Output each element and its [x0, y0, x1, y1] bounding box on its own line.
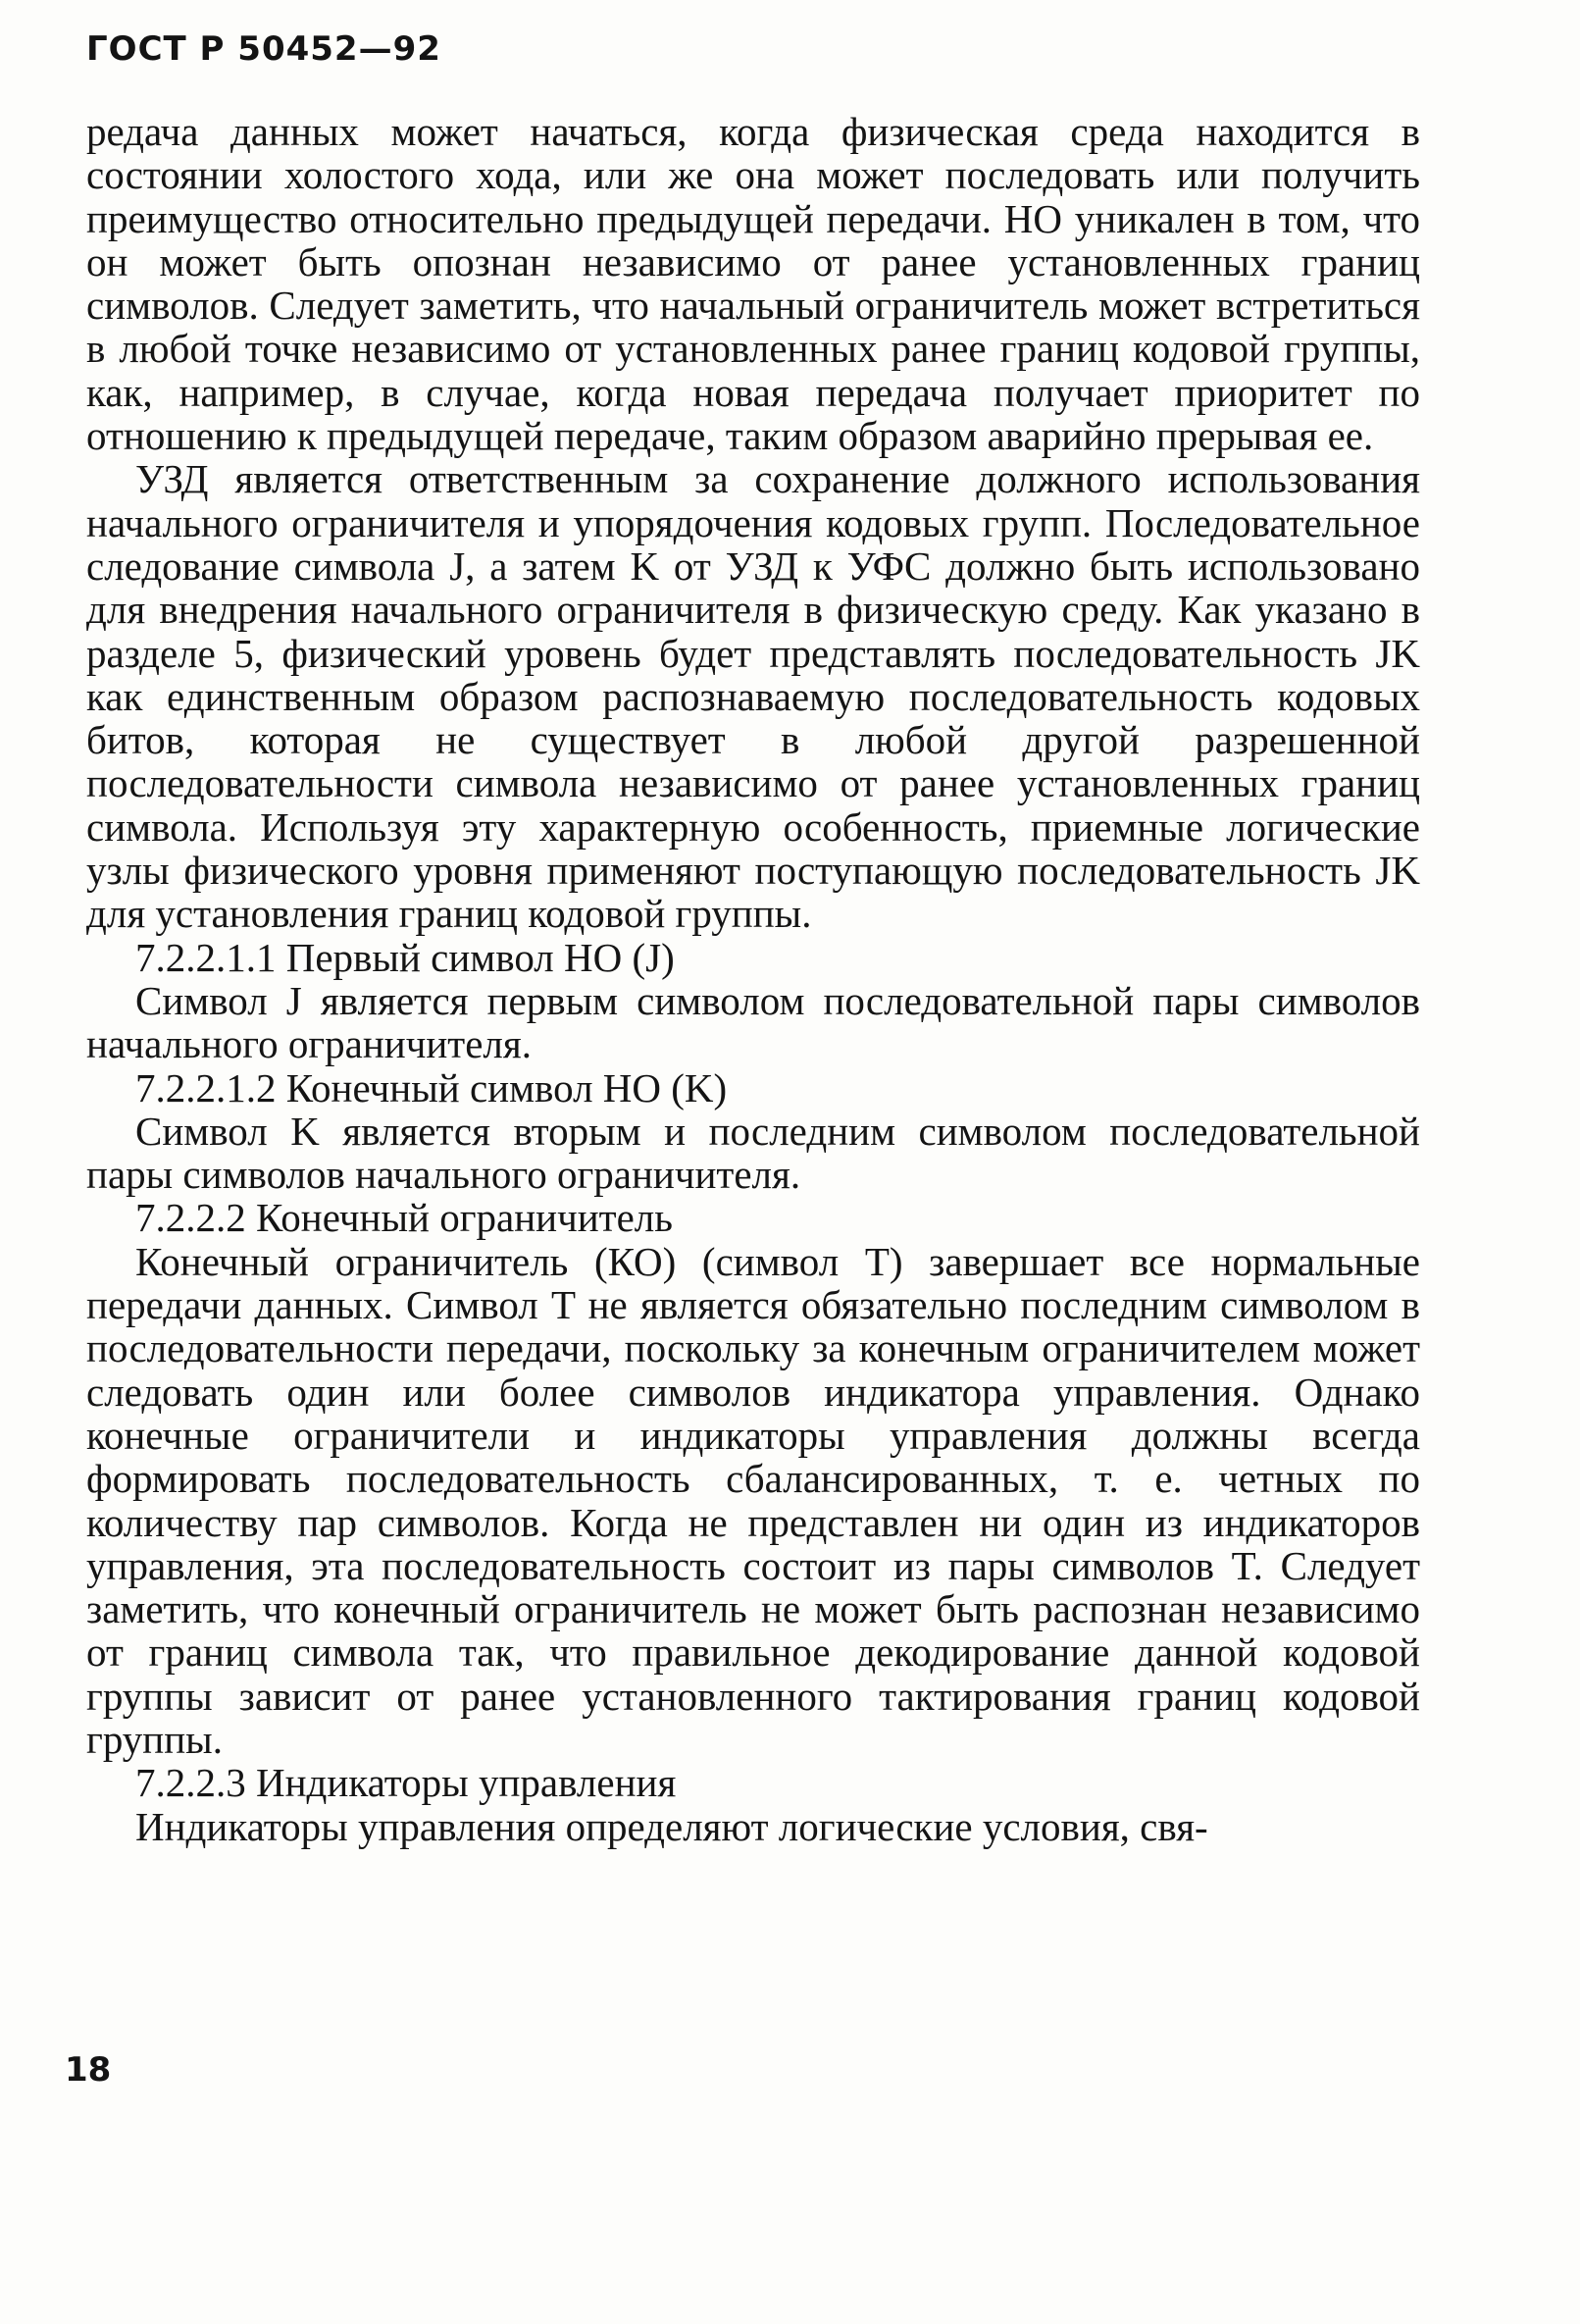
body-text	[86, 110, 1420, 1848]
page-number: 18	[65, 2050, 112, 2090]
paragraph-symbol-k: Символ K является вторым и последним символом последовательной пары символов начального ограничителя.	[86, 1108, 1420, 1198]
section-heading-7-2-2-2: 7.2.2.2 Конечный ограничитель	[135, 1195, 673, 1241]
paragraph-control-indicators: Индикаторы управления определяют логические условия, свя-	[135, 1803, 1208, 1849]
section-heading-7-2-2-3: 7.2.2.3 Индикаторы управления	[135, 1760, 677, 1806]
running-header-standard-id: ГОСТ Р 50452—92	[86, 29, 441, 69]
section-heading-7-2-2-1-2: 7.2.2.1.2 Конечный символ НО (K)	[135, 1064, 728, 1110]
section-heading-7-2-2-1-1: 7.2.2.1.1 Первый символ НО (J)	[135, 934, 675, 980]
paragraph-uzd: УЗД является ответственным за сохранение должного использования начального ограничителя и упорядочения кодовых групп. Последовательное следование символа J, а затем K от УЗД к УФС должно быть использовано для внедрения начального ограничителя в физическую среду. Как указано в разделе 5, физический уровень будет представлять последовательность JK как единственным образом распознаваемую последовательность кодовых битов, которая не существует в любой другой разрешенной последовательности символа независимо от ранее установленных границ символа. Используя эту характерную особенность, приемные логические узлы физического уровня применяют поступающую последовательность JK для установления границ кодовой группы.	[86, 456, 1420, 937]
paragraph-end-delimiter: Конечный ограничитель (КО) (символ T) завершает все нормальные передачи данных. Символ T не является обязательно последним символом в последовательности передачи, поскольку за конечным ограничителем может следовать один или более символов индикатора управления. Однако конечные ограничители и индикаторы управления должны всегда формировать последовательность сбалансированных, т. е. четных по количеству пар символов. Когда не представлен ни один из индикаторов управления, эта последовательность состоит из пары символов T. Следует заметить, что конечный ограничитель не может быть распознан независимо от границ символа так, что правильное декодирование данной кодовой группы зависит от ранее установленного тактирования границ кодовой группы.	[86, 1238, 1420, 1762]
paragraph-symbol-j: Символ J является первым символом последовательной пары символов начального ограничителя.	[86, 977, 1420, 1067]
paragraph-continued: редача данных может начаться, когда физическая среда находится в состоянии холостого хода, или же она может последовать или получить преимущество относительно предыдущей передачи. НО уникален в том, что он может быть опознан независимо от ранее установленных границ символов. Следует заметить, что начальный ограничитель может встретиться в любой точке независимо от установленных ранее границ кодовой группы, как, например, в случае, когда новая передача получает приоритет по отношению к предыдущей передаче, таким образом аварийно прерывая ее.	[86, 109, 1420, 459]
